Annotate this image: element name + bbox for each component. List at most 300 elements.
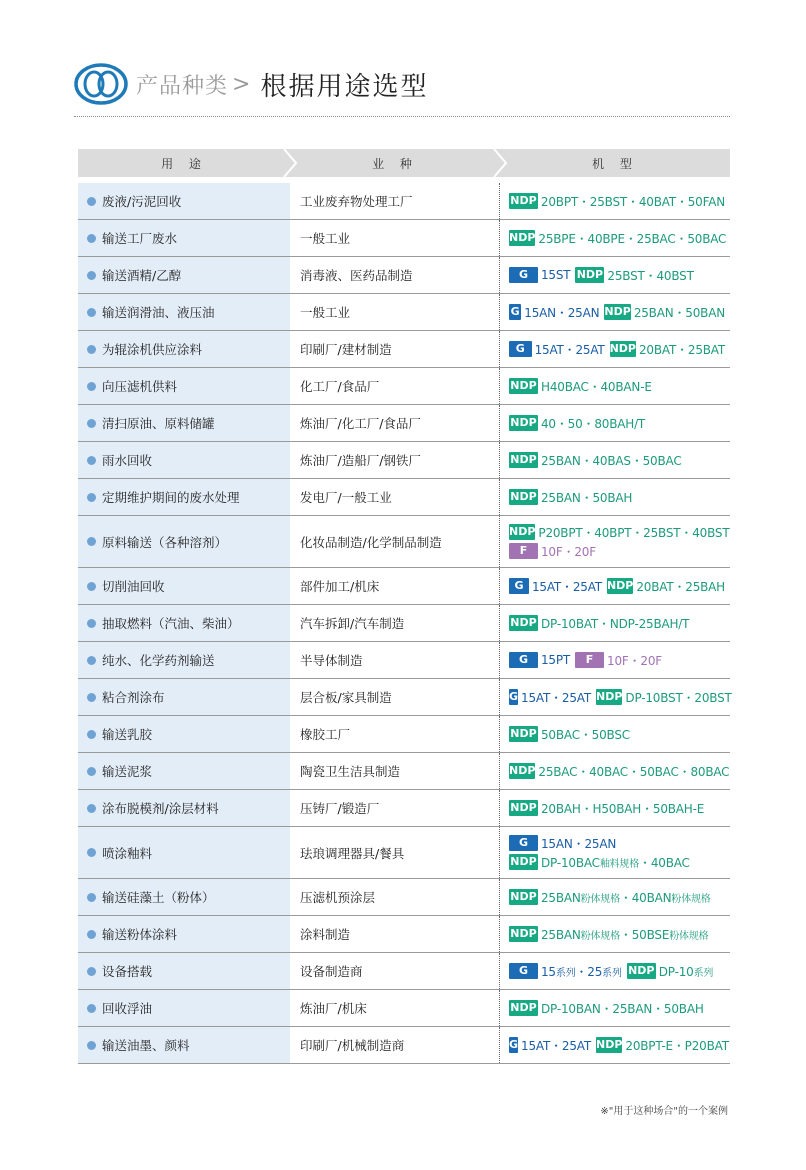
- bullet-dot-icon: [87, 456, 96, 465]
- use-label: 抽取燃料（汽油、柴油）: [102, 616, 240, 631]
- chevron-right-icon: [282, 149, 298, 177]
- cell-use: [78, 916, 290, 952]
- cell-industry: [290, 331, 500, 367]
- model-text: 15AN・25AN: [524, 305, 600, 320]
- model-text: 20BAT・25BAH: [636, 579, 725, 594]
- model-line: [509, 725, 730, 744]
- model-text: 50BAC・50BSC: [541, 727, 630, 742]
- model-list: [541, 543, 596, 560]
- industry-label: 炼油厂/化工厂/食品厂: [300, 416, 421, 431]
- series-badge-ndp: NDP: [576, 268, 604, 281]
- industry-label: 化工厂/食品厂: [300, 379, 380, 394]
- model-list: [541, 1000, 704, 1017]
- model-text: 40・50・80BAH/T: [541, 416, 646, 431]
- use-label: 输送油墨、颜料: [102, 1038, 190, 1053]
- model-list: [541, 963, 622, 980]
- industry-label: 涂料制造: [300, 927, 351, 942]
- column-header-industry: 业 种: [290, 149, 500, 177]
- model-line: [509, 651, 730, 670]
- model-line: [509, 266, 730, 285]
- model-text: ・40BAC: [639, 855, 690, 870]
- model-line: [509, 925, 730, 944]
- model-line: [509, 1036, 730, 1055]
- model-text: DP-10BAC: [541, 855, 600, 870]
- model-line: [509, 451, 730, 470]
- use-label: 回收浮油: [102, 1001, 153, 1016]
- use-label: 输送工厂废水: [102, 231, 178, 246]
- bullet-dot-icon: [87, 419, 96, 428]
- bullet-dot-icon: [87, 656, 96, 665]
- table-row: [78, 827, 730, 879]
- model-list: [659, 964, 713, 979]
- use-label: 输送泥浆: [102, 764, 153, 779]
- model-line: [509, 192, 730, 211]
- footnote: ※"用于这种场合"的一个案例: [600, 1106, 728, 1117]
- model-text: 10F・20F: [607, 653, 662, 668]
- use-label: 废液/污泥回收: [102, 194, 182, 209]
- model-list: [541, 378, 652, 395]
- cell-model: [500, 479, 730, 515]
- series-badge-ndp: NDP: [510, 379, 537, 392]
- series-badge-ndp: NDP: [510, 727, 537, 740]
- model-list: [541, 489, 632, 506]
- model-text: 15AN・25AN: [541, 836, 617, 851]
- series-badge-ndp: NDP: [596, 690, 623, 703]
- cell-industry: [290, 990, 500, 1026]
- model-text: 20BPT-E・P20BAT: [625, 1038, 729, 1053]
- cell-industry: [290, 368, 500, 404]
- model-text: 25BAN・50BAH: [541, 490, 633, 505]
- model-text: 25BPE・40BPE・25BAC・50BAC: [538, 231, 727, 246]
- use-label: 纯水、化学药剂输送: [102, 653, 215, 668]
- model-line: [509, 340, 730, 359]
- model-text: DP-10BAT・NDP-25BAH/T: [541, 616, 690, 631]
- use-label: 定期维护期间的废水处理: [102, 490, 240, 505]
- use-label: 切削油回收: [102, 579, 165, 594]
- model-list: [541, 800, 704, 817]
- cell-model: [500, 405, 730, 441]
- table-row: [78, 605, 730, 642]
- series-badge-g: G: [509, 267, 538, 283]
- model-text: 25BST・40BST: [607, 268, 694, 283]
- model-line: [509, 799, 730, 818]
- cell-industry: [290, 1027, 500, 1063]
- use-label: 设备搭载: [102, 964, 153, 979]
- bullet-dot-icon: [87, 582, 96, 591]
- page-title: 根据用途选型: [260, 71, 429, 102]
- model-spec-note: 粉体规格: [671, 893, 711, 905]
- model-list: [538, 524, 729, 541]
- bullet-dot-icon: [87, 619, 96, 628]
- industry-label: 炼油厂/造船厂/钢铁厂: [300, 453, 421, 468]
- cell-industry: [290, 605, 500, 641]
- cell-use: [78, 220, 290, 256]
- model-text: 15AT・25AT: [521, 690, 591, 705]
- industry-label: 化妆品制造/化学制品制造: [300, 534, 442, 550]
- cell-use: [78, 368, 290, 404]
- series-badge-ndp: NDP: [509, 231, 536, 244]
- use-label: 输送乳胶: [102, 727, 153, 742]
- series-badge-ndp: NDP: [510, 490, 537, 503]
- model-list: [532, 578, 602, 595]
- table-row: [78, 953, 730, 990]
- model-line: [509, 962, 730, 981]
- industry-label: 消毒液、医药品制造: [300, 268, 413, 283]
- series-badge-f: F: [509, 543, 538, 559]
- table-row: [78, 879, 730, 916]
- model-spec-note: 系列: [602, 967, 622, 979]
- table-row: [78, 442, 730, 479]
- model-line: [509, 542, 730, 561]
- model-text: ・25: [575, 964, 603, 979]
- chevron-right-icon: [492, 149, 508, 177]
- cell-industry: [290, 716, 500, 752]
- table-row: [78, 642, 730, 679]
- series-badge-ndp: NDP: [596, 1038, 623, 1051]
- cell-industry: [290, 405, 500, 441]
- table-row: [78, 516, 730, 568]
- model-text: 15AT・25AT: [534, 342, 605, 357]
- model-spec-note: 粉体规格: [580, 893, 620, 905]
- model-text: DP-10BST・20BST: [625, 690, 732, 705]
- cell-model: [500, 953, 730, 989]
- industry-label: 设备制造商: [300, 964, 363, 979]
- model-list: [538, 763, 729, 780]
- industry-label: 汽车拆卸/汽车制造: [300, 616, 405, 631]
- model-list: [541, 653, 570, 667]
- cell-industry: [290, 479, 500, 515]
- model-list: [541, 889, 711, 906]
- model-list: [541, 268, 570, 282]
- cell-model: [500, 879, 730, 915]
- cell-model: [500, 990, 730, 1026]
- column-header-model: 机 型: [592, 156, 638, 171]
- table-row: [78, 479, 730, 516]
- series-badge-ndp: NDP: [510, 194, 537, 207]
- use-label: 清扫原油、原料储罐: [102, 416, 215, 431]
- table-row: [78, 257, 730, 294]
- series-badge-ndp: NDP: [510, 616, 537, 629]
- series-badge-g: G: [509, 690, 519, 703]
- cell-use: [78, 827, 290, 878]
- series-badge-ndp: NDP: [510, 801, 537, 814]
- cell-model: [500, 294, 730, 330]
- cell-model: [500, 1027, 730, 1063]
- bullet-dot-icon: [87, 493, 96, 502]
- breadcrumb-separator: >: [232, 71, 251, 97]
- model-line: [509, 614, 730, 633]
- bullet-dot-icon: [87, 382, 96, 391]
- use-label: 雨水回收: [102, 453, 153, 468]
- cell-model: [500, 331, 730, 367]
- table-row: [78, 405, 730, 442]
- model-text: 25BAN・40BAS・50BAC: [541, 453, 682, 468]
- table-row: [78, 990, 730, 1027]
- model-text: 15AT・25AT: [521, 1038, 591, 1053]
- model-list: [639, 341, 725, 358]
- logo-icon: [74, 63, 128, 105]
- model-text: 15AT・25AT: [531, 579, 602, 594]
- cell-industry: [290, 516, 500, 567]
- model-line: [509, 414, 730, 433]
- cell-use: [78, 183, 290, 219]
- cell-model: [500, 183, 730, 219]
- bullet-dot-icon: [87, 730, 96, 739]
- cell-use: [78, 1027, 290, 1063]
- model-spec-note: 系列: [693, 967, 714, 979]
- industry-label: 压铸厂/锻造厂: [300, 801, 380, 816]
- industry-label: 一般工业: [300, 231, 351, 246]
- series-badge-ndp: NDP: [628, 964, 655, 977]
- cell-model: [500, 220, 730, 256]
- series-badge-g: G: [509, 963, 538, 979]
- industry-label: 印刷厂/机械制造商: [300, 1038, 405, 1053]
- series-badge-g: G: [509, 341, 532, 357]
- use-label: 输送硅藻土（粉体）: [102, 890, 215, 905]
- bullet-dot-icon: [87, 967, 96, 976]
- cell-industry: [290, 183, 500, 219]
- table-row: [78, 916, 730, 953]
- cell-industry: [290, 879, 500, 915]
- series-badge-g: G: [509, 578, 529, 594]
- model-list: [521, 689, 591, 706]
- cell-use: [78, 479, 290, 515]
- model-spec-note: 粉体规格: [580, 930, 620, 942]
- bullet-dot-icon: [87, 930, 96, 939]
- cell-model: [500, 642, 730, 678]
- industry-label: 橡胶工厂: [300, 727, 351, 742]
- cell-model: [500, 442, 730, 478]
- series-badge-ndp: NDP: [609, 342, 636, 355]
- industry-label: 发电厂/一般工业: [300, 490, 392, 505]
- cell-industry: [290, 257, 500, 293]
- table-row: [78, 368, 730, 405]
- model-line: [509, 523, 730, 542]
- use-label: 涂布脱模剂/涂层材料: [102, 801, 219, 816]
- use-label: 输送酒精/乙醇: [102, 268, 182, 283]
- bullet-dot-icon: [87, 1041, 96, 1050]
- table-row: [78, 753, 730, 790]
- cell-industry: [290, 753, 500, 789]
- industry-label: 一般工业: [300, 305, 351, 320]
- model-list: [541, 452, 682, 469]
- industry-label: 工业废弃物处理工厂: [300, 194, 413, 209]
- model-text: 25BAC・40BAC・50BAC・80BAC: [538, 764, 730, 779]
- model-line: [509, 488, 730, 507]
- model-list: [541, 926, 708, 943]
- cell-use: [78, 753, 290, 789]
- model-text: 20BAH・H50BAH・50BAH-E: [541, 801, 705, 816]
- model-text: P20BPT・40BPT・25BST・40BST: [538, 525, 730, 540]
- model-list: [607, 267, 693, 284]
- model-line: [509, 377, 730, 396]
- page-header: [74, 62, 428, 106]
- cell-use: [78, 879, 290, 915]
- model-list: [636, 578, 725, 595]
- cell-industry: [290, 790, 500, 826]
- use-label: 喷涂釉料: [102, 845, 153, 861]
- model-line: [509, 688, 730, 707]
- model-line: [509, 762, 730, 781]
- series-badge-ndp: NDP: [606, 579, 634, 592]
- bullet-dot-icon: [87, 767, 96, 776]
- model-list: [541, 854, 690, 871]
- series-badge-ndp: NDP: [604, 305, 631, 318]
- model-text: ・40BAN: [619, 890, 672, 905]
- use-label: 原料输送（各种溶剂）: [102, 534, 228, 550]
- bullet-dot-icon: [87, 1004, 96, 1013]
- model-text: 25BAN: [541, 890, 581, 905]
- series-badge-f: F: [575, 652, 604, 668]
- cell-model: [500, 827, 730, 878]
- cell-model: [500, 716, 730, 752]
- cell-industry: [290, 827, 500, 878]
- model-list: [625, 689, 731, 706]
- model-line: [509, 834, 730, 853]
- model-list: [541, 615, 689, 632]
- model-spec-note: 粉体规格: [669, 930, 709, 942]
- header-divider: [74, 116, 730, 117]
- cell-use: [78, 405, 290, 441]
- breadcrumb-category: 产品种类: [136, 73, 229, 99]
- industry-label: 陶瓷卫生洁具制造: [300, 764, 401, 779]
- model-line: [509, 229, 730, 248]
- table-row: [78, 294, 730, 331]
- model-list: [521, 1037, 591, 1054]
- model-line: [509, 577, 730, 596]
- industry-label: 炼油厂/机床: [300, 1001, 367, 1016]
- model-text: 25BAN: [541, 927, 581, 942]
- cell-use: [78, 331, 290, 367]
- bullet-dot-icon: [87, 345, 96, 354]
- industry-label: 压滤机预涂层: [300, 890, 376, 905]
- series-badge-g: G: [509, 652, 538, 668]
- series-badge-ndp: NDP: [509, 764, 536, 777]
- cell-industry: [290, 916, 500, 952]
- use-label: 输送润滑油、液压油: [102, 305, 215, 320]
- model-line: [509, 853, 730, 872]
- cell-use: [78, 679, 290, 715]
- cell-use: [78, 294, 290, 330]
- series-badge-ndp: NDP: [510, 453, 537, 466]
- series-badge-ndp: NDP: [510, 1001, 537, 1014]
- cell-use: [78, 605, 290, 641]
- cell-industry: [290, 568, 500, 604]
- series-badge-ndp: NDP: [510, 416, 537, 429]
- series-badge-ndp: NDP: [509, 525, 536, 538]
- industry-label: 层合板/家具制造: [300, 690, 392, 705]
- bullet-dot-icon: [87, 848, 96, 857]
- cell-model: [500, 753, 730, 789]
- cell-model: [500, 568, 730, 604]
- cell-use: [78, 953, 290, 989]
- model-line: [509, 303, 730, 322]
- cell-industry: [290, 953, 500, 989]
- model-text: 20BPT・25BST・40BAT・50FAN: [540, 194, 725, 209]
- cell-model: [500, 790, 730, 826]
- bullet-dot-icon: [87, 693, 96, 702]
- model-text: 20BAT・25BAT: [638, 342, 725, 357]
- model-line: [509, 999, 730, 1018]
- series-badge-g: G: [510, 305, 520, 318]
- model-list: [634, 304, 725, 321]
- model-list: [538, 230, 726, 247]
- model-list: [524, 304, 599, 321]
- bullet-dot-icon: [87, 271, 96, 280]
- cell-use: [78, 568, 290, 604]
- cell-industry: [290, 642, 500, 678]
- industry-label: 部件加工/机床: [300, 579, 380, 594]
- cell-use: [78, 990, 290, 1026]
- industry-label: 半导体制造: [300, 653, 363, 668]
- cell-industry: [290, 220, 500, 256]
- model-line: [509, 888, 730, 907]
- use-label: 粘合剂涂布: [102, 690, 165, 705]
- column-header-use: 用 途: [78, 149, 290, 177]
- model-spec-note: 系列: [555, 967, 576, 979]
- cell-model: [500, 516, 730, 567]
- table-row: [78, 716, 730, 753]
- series-badge-g: G: [509, 1038, 519, 1051]
- model-text: 15: [541, 964, 556, 979]
- table-row: [78, 568, 730, 605]
- series-badge-ndp: NDP: [510, 855, 537, 868]
- cell-use: [78, 257, 290, 293]
- model-text: 15PT: [541, 653, 571, 667]
- bullet-dot-icon: [87, 804, 96, 813]
- series-badge-ndp: NDP: [510, 927, 537, 940]
- model-spec-note: 釉料规格: [599, 858, 640, 870]
- model-list: [541, 835, 616, 852]
- use-label: 为辊涂机供应涂料: [102, 342, 203, 357]
- bullet-dot-icon: [87, 537, 96, 546]
- model-list: [541, 193, 725, 210]
- model-list: [625, 1037, 728, 1054]
- table-body: [78, 183, 730, 1064]
- bullet-dot-icon: [87, 197, 96, 206]
- model-list: [607, 652, 662, 669]
- table-row: [78, 679, 730, 716]
- model-text: DP-10: [658, 964, 694, 979]
- cell-model: [500, 916, 730, 952]
- series-badge-ndp: NDP: [510, 890, 537, 903]
- bullet-dot-icon: [87, 234, 96, 243]
- table-row: [78, 183, 730, 220]
- cell-industry: [290, 679, 500, 715]
- bullet-dot-icon: [87, 308, 96, 317]
- series-badge-g: G: [509, 835, 538, 851]
- use-label: 向压滤机供料: [102, 379, 178, 394]
- cell-use: [78, 790, 290, 826]
- model-text: 10F・20F: [541, 544, 596, 559]
- model-text: 15ST: [541, 268, 571, 282]
- cell-model: [500, 257, 730, 293]
- cell-use: [78, 442, 290, 478]
- model-text: ・50BSE: [619, 927, 670, 942]
- model-list: [541, 726, 630, 743]
- cell-industry: [290, 442, 500, 478]
- cell-use: [78, 642, 290, 678]
- model-list: [535, 341, 605, 358]
- cell-model: [500, 679, 730, 715]
- model-text: H40BAC・40BAN-E: [541, 379, 652, 394]
- cell-use: [78, 716, 290, 752]
- cell-industry: [290, 294, 500, 330]
- industry-label: 珐琅调理器具/餐具: [300, 845, 405, 861]
- bullet-dot-icon: [87, 893, 96, 902]
- table-row: [78, 331, 730, 368]
- table-row: [78, 1027, 730, 1064]
